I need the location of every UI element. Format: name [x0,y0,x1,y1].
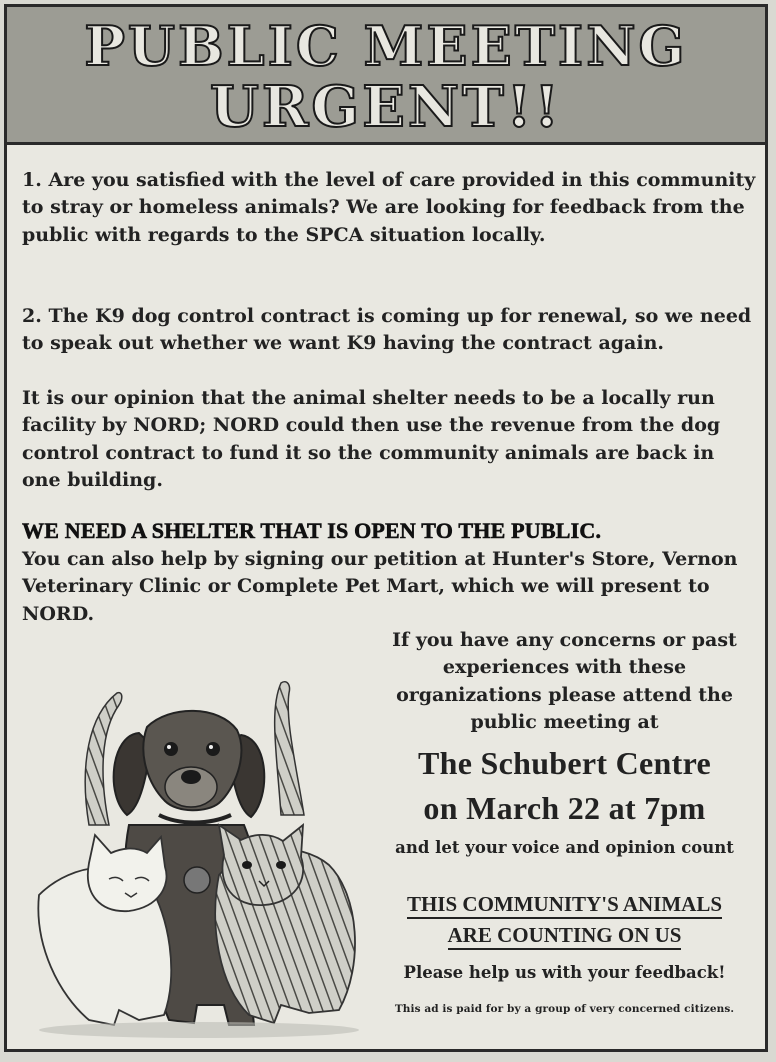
venue-date-time: on March 22 at 7pm [423,790,706,826]
paragraph-spca-question: 1. Are you satisfied with the level of care provided in this community to stray or homeless animals? We are looking for feedback from the public with regards to the SPCA situation locally. [22,169,756,246]
right-cat-head [219,825,303,905]
dog-right-eye [206,742,220,756]
public-meeting-ad [4,4,768,1052]
voice-text: and let your voice and opinion count [395,838,734,857]
paragraph-petition: You can also help by signing our petition at Hunter's Store, Vernon Veterinary Clinic or Complete Pet Mart, which we will present to NORD. [22,548,738,625]
pets-illustration [19,675,379,1045]
dog-nose [181,770,201,784]
dog-tag [184,867,210,893]
counting-line-2: ARE COUNTING ON US [448,923,682,950]
venue-block [367,741,762,831]
right-cat-tail [275,682,304,815]
disclaimer-text: This ad is paid for by a group of very concerned citizens. [394,1003,735,1015]
paragraph-k9-contract: 2. The K9 dog control contract is coming up for renewal, so we need to speak out whether we want K9 having the contract again. [22,305,752,355]
headline-banner [7,7,765,145]
headline-line-1: PUBLIC MEETING [84,14,688,78]
feedback-text: Please help us with your feedback! [403,963,726,982]
paragraph-opinion: It is our opinion that the animal shelter needs to be a locally run facility by NORD; NORD could then use the revenue from the dog control contract to fund it so the community animals are back in one building. [22,387,721,491]
shelter-heading: WE NEED A SHELTER THAT IS OPEN TO THE PUBLIC. [22,518,602,543]
venue-name: The Schubert Centre [417,745,712,781]
concerns-text: If you have any concerns or past experiences with these organizations please attend the public meeting at [392,629,737,733]
counting-line-1: THIS COMMUNITY'S ANIMALS [407,892,722,919]
dog-left-eye [164,742,178,756]
dog-collar [159,815,231,823]
headline-line-2: URGENT!! [210,74,562,140]
counting-on-us-block [367,889,762,951]
